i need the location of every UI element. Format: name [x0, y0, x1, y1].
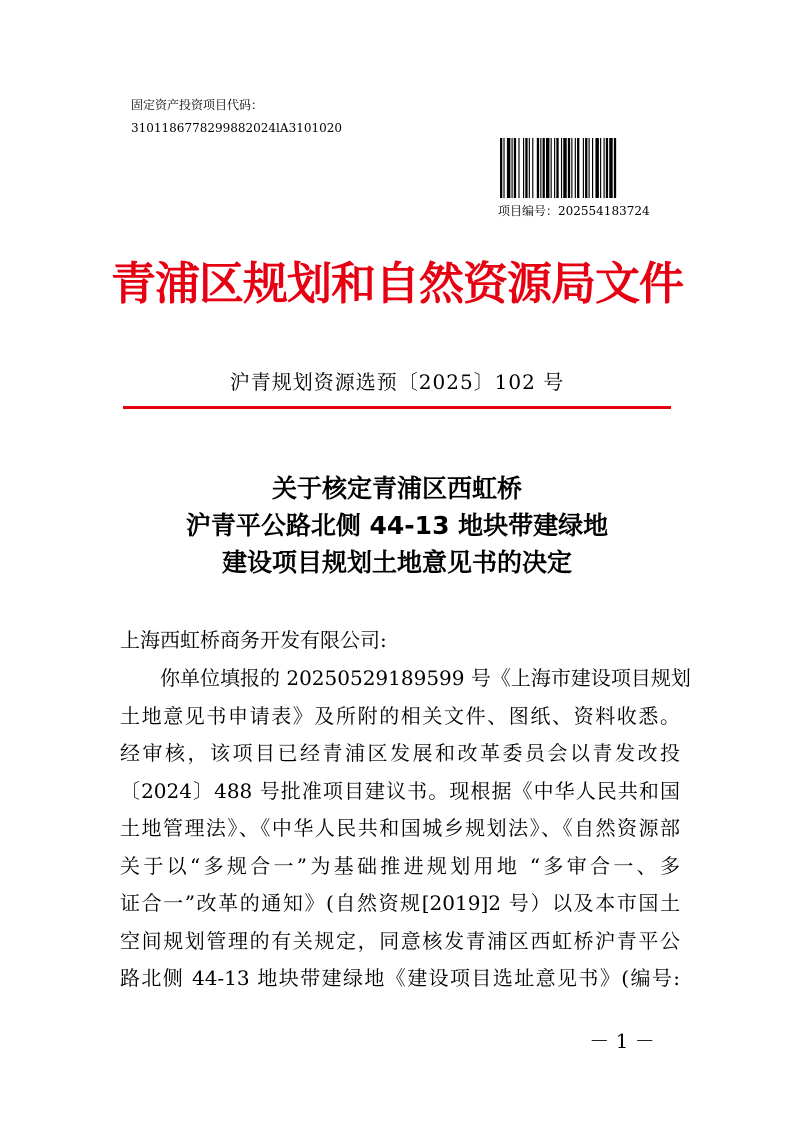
document-number: 沪青规划资源选预〔2025〕102 号 [229, 370, 565, 394]
body-line: 关于以“多规合一”为基础推进规划用地 “多审合一、多 [120, 853, 680, 878]
header-divider [123, 406, 671, 409]
body-line: 你单位填报的 20250529189599 号《上海市建设项目规划 [160, 666, 691, 690]
issuing-authority-header: 青浦区规划和自然资源局文件 [110, 257, 683, 310]
document-title-line: 沪青平公路北侧 44-13 地块带建绿地 [185, 511, 609, 540]
body-line: 〔2024〕488 号批准项目建议书。现根据《中华人民共和国 [120, 778, 680, 803]
body-paragraph [120, 664, 691, 1002]
body-line: 经审核，该项目已经青浦区发展和改革委员会以青发改投 [120, 741, 680, 765]
body-line: 空间规划管理的有关规定，同意核发青浦区西虹桥沪青平公 [120, 928, 680, 953]
body-line: 土地管理法》、《中华人民共和国城乡规划法》、《自然资源部 [120, 816, 680, 840]
fixed-asset-code-label: 固定资产投资项目代码： [131, 98, 264, 112]
salutation: 上海西虹桥商务开发有限公司: [120, 628, 387, 652]
body-line: 路北侧 44-13 地块带建绿地《建设项目选址意见书》(编号: [120, 966, 680, 990]
body-line: 证合一”改革的通知》(自然资规[2019]2 号）以及本市国土 [120, 891, 680, 915]
document-title-line: 建设项目规划土地意见书的决定 [221, 548, 572, 577]
barcode-icon [500, 138, 662, 198]
page-number: － 1 － [589, 1029, 655, 1053]
document-title-line: 关于核定青浦区西虹桥 [271, 474, 522, 503]
document-title [0, 470, 794, 581]
fixed-asset-code: 3101186778299882024lA3101020 [131, 121, 343, 135]
body-line: 土地意见书申请表》及所附的相关文件、图纸、资料收悉。 [120, 703, 680, 728]
project-number: 项目编号：202554183724 [498, 204, 650, 218]
